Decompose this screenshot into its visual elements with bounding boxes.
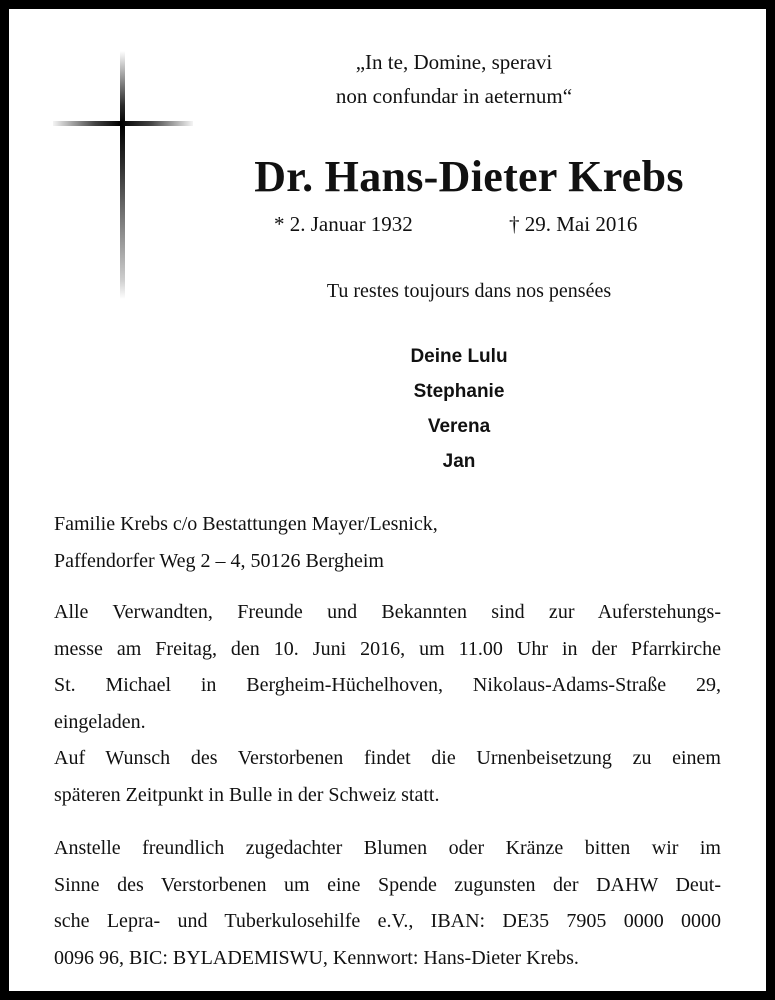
signer-name: Verena bbox=[427, 416, 491, 437]
death-date: † 29. Mai 2016 bbox=[509, 212, 638, 236]
cross-horizontal-beam bbox=[53, 121, 193, 126]
birth-date: * 2. Januar 1932 bbox=[274, 212, 413, 236]
paragraph-line: Alle Verwandten, Freunde und Bekannten sind zur Auferstehungs- bbox=[54, 601, 721, 623]
address-line: Familie Krebs c/o Bestattungen Mayer/Lesnick, bbox=[54, 513, 438, 535]
paragraph-line: St. Michael in Bergheim-Hüchelhoven, Nikolaus-Adams-Straße 29, bbox=[54, 674, 721, 696]
quote-line-1: „In te, Domine, speravi bbox=[355, 50, 553, 74]
paragraph-line: späteren Zeitpunkt in Bulle in der Schweiz statt. bbox=[54, 783, 440, 806]
paragraph-line: Sinne des Verstorbenen um eine Spende zugunsten der DAHW Deut- bbox=[54, 873, 721, 896]
service-paragraph bbox=[54, 594, 721, 813]
signer-name: Deine Lulu bbox=[410, 346, 508, 367]
latin-quote bbox=[269, 45, 639, 113]
paragraph-line: 0096 96, BIC: BYLADEMISWU, Kennwort: Hans-Dieter Krebs. bbox=[54, 946, 579, 969]
paragraph-line: Anstelle freundlich zugedachter Blumen oder Kränze bitten wir im bbox=[54, 837, 721, 859]
donation-paragraph bbox=[54, 830, 721, 976]
paragraph-line: messe am Freitag, den 10. Juni 2016, um 11.00 Uhr in der Pfarrkirche bbox=[54, 637, 721, 660]
cross-vertical-beam bbox=[120, 51, 125, 299]
motto: Tu restes toujours dans nos pensées bbox=[326, 280, 612, 302]
paragraph-line: sche Lepra- und Tuberkulosehilfe e.V., IBAN: DE35 7905 0000 0000 bbox=[54, 910, 721, 932]
family-address bbox=[54, 506, 721, 579]
cross-icon bbox=[53, 51, 193, 301]
paragraph-line: Auf Wunsch des Verstorbenen findet die Urnenbeisetzung zu einem bbox=[54, 747, 721, 769]
signer-name: Stephanie bbox=[413, 381, 505, 402]
quote-line-2: non confundar in aeternum“ bbox=[335, 84, 573, 108]
signers-list bbox=[359, 339, 559, 479]
obituary-card bbox=[9, 9, 766, 991]
address-line: Paffendorfer Weg 2 – 4, 50126 Bergheim bbox=[54, 549, 384, 572]
signer-name: Jan bbox=[442, 451, 476, 472]
paragraph-line: eingeladen. bbox=[54, 710, 146, 733]
deceased-name: Dr. Hans-Dieter Krebs bbox=[254, 152, 684, 201]
